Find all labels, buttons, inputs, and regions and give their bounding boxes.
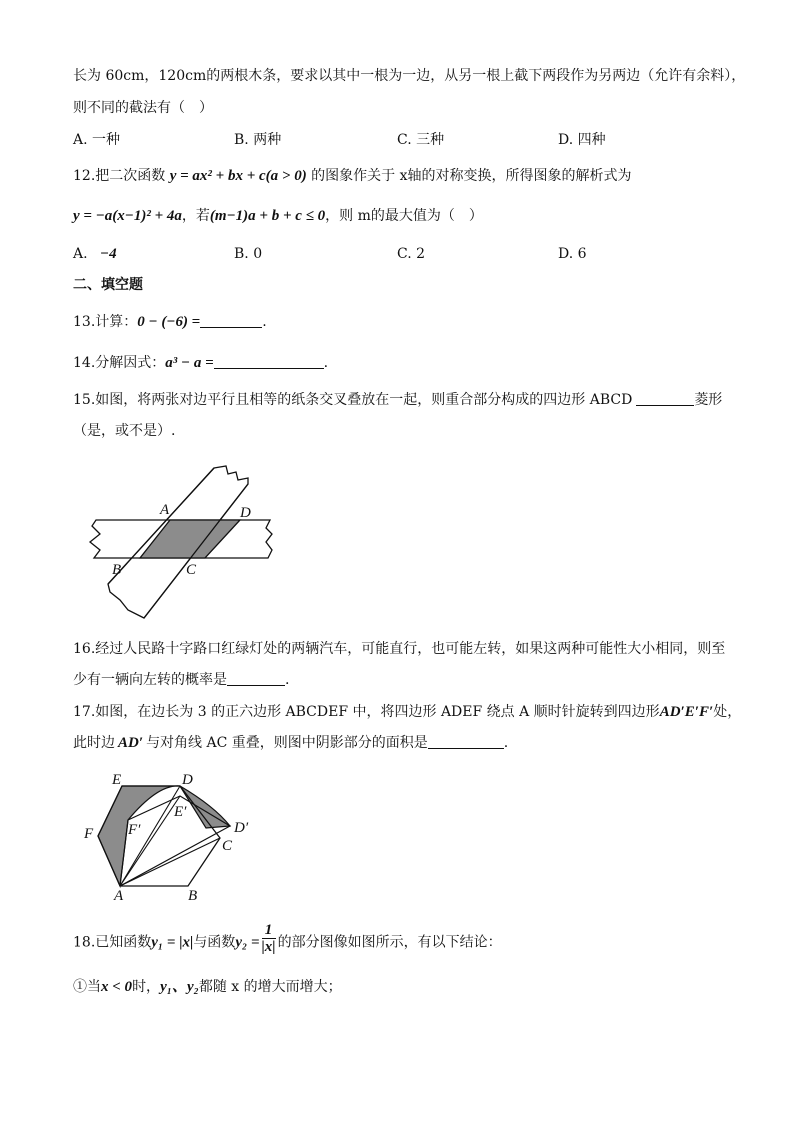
q18-item1-formula: x < 0: [101, 979, 133, 995]
section-title: 二、填空题: [73, 277, 143, 293]
q18-mid: 与函数: [193, 934, 236, 951]
q12-option-c: C. 2: [397, 246, 426, 262]
q12-suffix1: 的图象作关于 x轴的对称变换，所得图象的解析式为: [311, 168, 632, 184]
q16-blank[interactable]: [227, 671, 285, 686]
q17-label-a: A: [114, 888, 124, 900]
q11-option-a: A. 一种: [73, 132, 121, 148]
q15-label-c: C: [186, 562, 197, 578]
q12-line2: [73, 206, 483, 226]
q15-blank[interactable]: [636, 391, 694, 406]
q12-formula2: y = −a(x−1)² + 4a: [73, 208, 182, 224]
q11-option-c: C. 三种: [397, 132, 445, 148]
q12-option-b: B. 0: [234, 246, 263, 262]
q18-item1-formula2: y₁、y₂: [160, 979, 199, 995]
q17-label-e2: E′: [174, 804, 187, 820]
q17-line2-post: .: [503, 735, 509, 751]
q13-prefix: 13.计算：: [73, 314, 138, 330]
q12-formula3: (m−1)a + b + c ≤ 0: [209, 208, 326, 224]
q17-line1-formula: AD′E′F′: [659, 704, 714, 720]
q12-formula1: y = ax² + bx + c(a > 0): [169, 168, 307, 184]
q12-mid: ，若: [181, 208, 210, 224]
q13-blank[interactable]: [200, 313, 262, 328]
q18-item1-post: 都随 x 的增大而增大；: [198, 979, 342, 995]
q18-formula2-lhs: y₂ =: [235, 934, 260, 951]
q18-formula1: y₁ = |x|: [151, 934, 194, 951]
q17-label-f: F: [84, 826, 94, 842]
q14-suffix: .: [323, 355, 329, 371]
q18-item1-pre: ①当: [73, 979, 101, 995]
q14-formula: a³ − a =: [165, 355, 214, 371]
q17-label-b: B: [188, 888, 198, 900]
q16-line2-pre: 少有一辆向左转的概率是: [73, 672, 227, 688]
q12-option-a: [73, 244, 117, 264]
q16-line2-post: .: [285, 672, 290, 688]
q11-line2: 则不同的截法有（ ）: [73, 100, 213, 116]
q13-line: [73, 312, 267, 332]
q12-option-a-value: −4: [100, 246, 117, 262]
q18-prefix: 18.已知函数: [73, 934, 152, 951]
q16-line1: 16.经过人民路十字路口红绿灯处的两辆汽车，可能直行，也可能左转，如果这两种可能性大小相同，则至: [73, 641, 726, 657]
q18-fraction: [262, 922, 276, 955]
q18-suffix: 的部分图像如图所示，有以下结论：: [277, 934, 502, 951]
q15-figure: [80, 462, 280, 622]
q15-line1: [73, 390, 722, 410]
q17-line1-post: 处，: [713, 704, 742, 720]
q17-line1: [73, 702, 741, 722]
q14-line: [73, 353, 328, 373]
q14-blank[interactable]: [214, 354, 324, 369]
q17-line2-pre: 此时边: [73, 735, 115, 751]
q11-option-b: B. 两种: [234, 132, 282, 148]
q13-formula: 0 − (−6) =: [137, 314, 201, 330]
q12-option-a-label: A.: [73, 246, 88, 262]
q15-label-d: D: [240, 505, 251, 521]
q14-prefix: 14.分解因式：: [73, 355, 166, 371]
q17-label-d: D: [182, 772, 193, 788]
q18-item1-mid: 时，: [132, 979, 161, 995]
q12-suffix2: ，则 m的最大值为（ ）: [325, 208, 483, 224]
q17-line2-formula: AD′: [118, 735, 144, 751]
q11-line1: 长为 60cm，120cm的两根木条，要求以其中一根为一边，从另一根上截下两段作为另两边（允许有余料），: [73, 68, 746, 84]
q13-suffix: .: [262, 314, 267, 330]
q15-line1-post: 菱形: [694, 392, 723, 408]
q18-fraction-den: |x|: [261, 939, 276, 955]
q17-blank[interactable]: [428, 734, 504, 749]
q12-line1: [73, 166, 632, 186]
q12-option-d: D. 6: [558, 246, 587, 262]
q15-label-a: A: [160, 502, 170, 518]
q17-line2-mid: 与对角线 AC 重叠，则图中阴影部分的面积是: [146, 735, 428, 751]
q17-label-c: C: [222, 838, 233, 854]
q15-line2: （是，或不是）.: [73, 423, 176, 439]
q17-label-e: E: [112, 772, 122, 788]
q17-label-d2: D′: [234, 820, 249, 836]
q15-line1-pre: 15.如图，将两张对边平行且相等的纸条交叉叠放在一起，则重合部分构成的四边形 ABCD: [73, 392, 633, 408]
q17-line2: [73, 733, 508, 753]
q11-option-d: D. 四种: [558, 132, 606, 148]
q17-line1-pre: 17.如图，在边长为 3 的正六边形 ABCDEF 中，将四边形 ADEF 绕点 A 顺时针旋转到四边形: [73, 704, 660, 720]
q17-figure: [80, 768, 270, 900]
q17-label-f2: F′: [128, 822, 141, 838]
q12-prefix: 12.把二次函数: [73, 168, 166, 184]
q15-label-b: B: [112, 562, 122, 578]
q18-item1: [73, 977, 342, 997]
q18-line1: [73, 922, 502, 956]
q16-line2: [73, 670, 289, 690]
q18-fraction-num: 1: [262, 922, 276, 939]
